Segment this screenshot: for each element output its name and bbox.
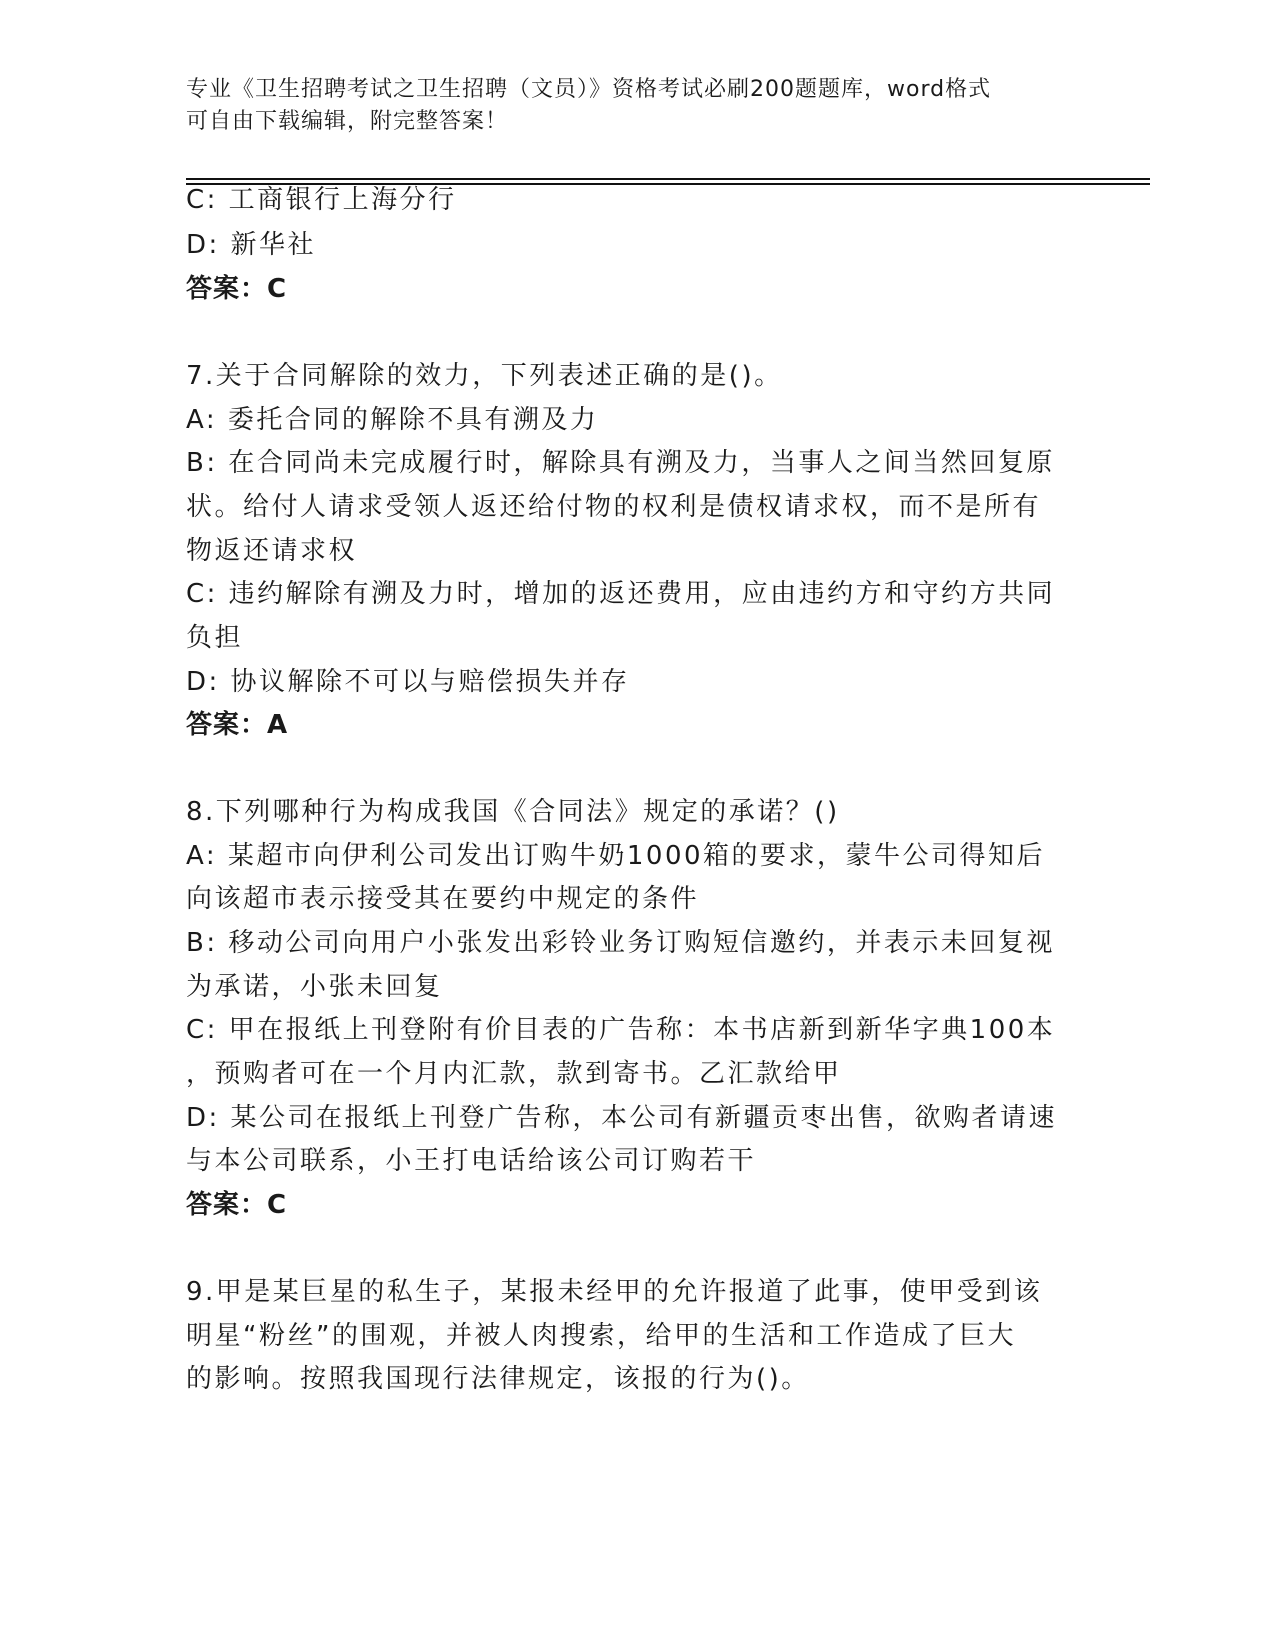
q9-question-line-1: 9.甲是某巨星的私生子，某报未经甲的允许报道了此事，使甲受到该	[186, 1277, 1043, 1307]
q8-option-c-line-1: C: 甲在报纸上刊登附有价目表的广告称：本书店新到新华字典100本	[186, 1015, 1056, 1045]
q6-option-c: C: 工商银行上海分行	[186, 185, 457, 215]
q7-option-a: A: 委托合同的解除不具有溯及力	[186, 405, 599, 435]
q7-question: 7.关于合同解除的效力，下列表述正确的是()。	[186, 361, 783, 391]
q9-question-line-2: 明星“粉丝”的围观，并被人肉搜索，给甲的生活和工作造成了巨大	[186, 1321, 1016, 1351]
q8-option-a-line-2: 向该超市表示接受其在要约中规定的条件	[186, 884, 700, 914]
q7-option-b-line-2: 状。给付人请求受领人返还给付物的权利是债权请求权，而不是所有	[186, 492, 1042, 522]
q6-option-d: D: 新华社	[186, 230, 317, 260]
q8-option-b-line-1: B: 移动公司向用户小张发出彩铃业务订购短信邀约，并表示未回复视	[186, 928, 1055, 958]
q9-question-line-3: 的影响。按照我国现行法律规定，该报的行为()。	[186, 1364, 810, 1394]
document-header	[186, 74, 1066, 138]
q7-option-c-line-2: 负担	[186, 623, 244, 653]
q7-option-b-line-3: 物返还请求权	[186, 536, 358, 566]
q7-option-c-line-1: C: 违约解除有溯及力时，增加的返还费用，应由违约方和守约方共同	[186, 579, 1056, 609]
q7-option-b-line-1: B: 在合同尚未完成履行时，解除具有溯及力，当事人之间当然回复原	[186, 448, 1055, 478]
header-line-2: 可自由下载编辑，附完整答案！	[186, 109, 509, 134]
q6-answer: 答案：C	[186, 274, 288, 304]
q8-option-d-line-2: 与本公司联系，小王打电话给该公司订购若干	[186, 1146, 757, 1176]
q8-question: 8.下列哪种行为构成我国《合同法》规定的承诺？()	[186, 797, 840, 827]
q8-option-a-line-1: A: 某超市向伊利公司发出订购牛奶1000箱的要求，蒙牛公司得知后	[186, 841, 1046, 871]
q8-option-c-line-2: ，预购者可在一个月内汇款，款到寄书。乙汇款给甲	[186, 1059, 842, 1089]
q7-answer: 答案：A	[186, 710, 289, 740]
q7-option-d: D: 协议解除不可以与赔偿损失并存	[186, 667, 630, 697]
q8-option-b-line-2: 为承诺，小张未回复	[186, 972, 443, 1002]
header-line-1: 专业《卫生招聘考试之卫生招聘（文员）》资格考试必刷200题题库，word格式	[186, 77, 992, 102]
q8-answer: 答案：C	[186, 1190, 288, 1220]
q8-option-d-line-1: D: 某公司在报纸上刊登广告称，本公司有新疆贡枣出售，欲购者请速	[186, 1103, 1058, 1133]
